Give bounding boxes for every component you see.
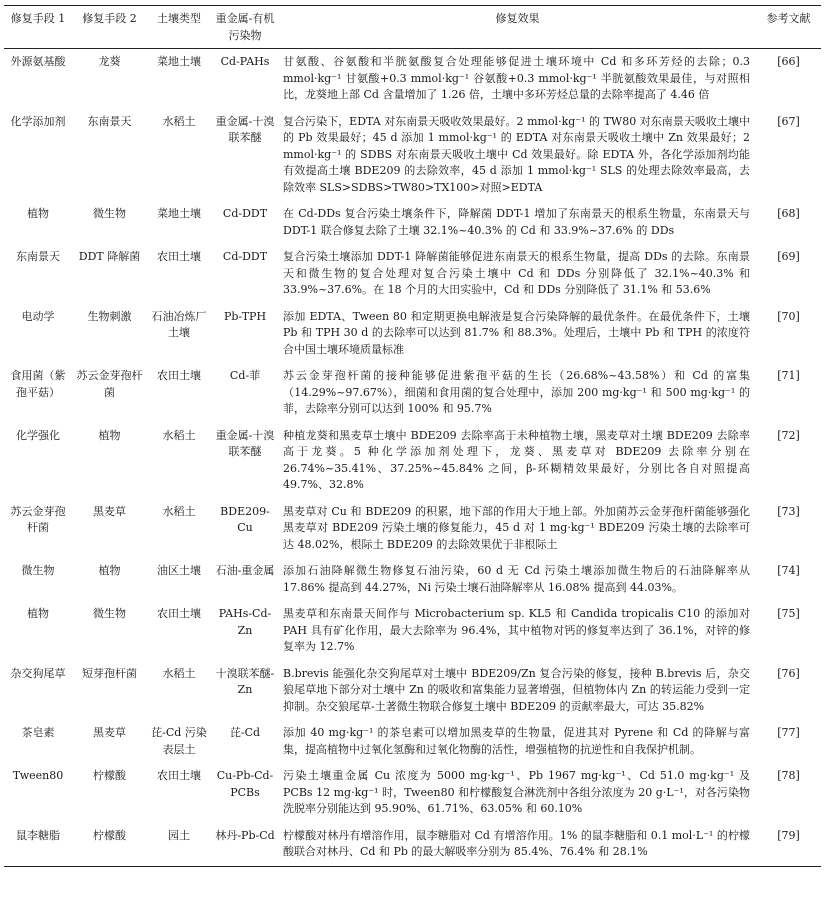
table-row [4, 423, 821, 499]
cell-method-2: 植物 [98, 428, 121, 442]
cell-soil-type: 农田土壤 [157, 250, 201, 263]
cell-method-2: 苏云金芽孢杆菌 [76, 369, 143, 399]
header-soil-type: 土壤类型 [147, 6, 211, 49]
table-row [4, 720, 821, 763]
cell-reference: [70] [777, 309, 800, 323]
table-row [4, 49, 821, 109]
cell-effect: 黑麦草对 Cu 和 BDE209 的积累，地下部的作用大于地上部。外加菌苏云金芽孢杆菌能够强化黑麦草对 BDE209 污染土壤的修复能力，45 d 对 1 mg·kg⁻¹ BDE209 污染土壤的去除率可达 48.02%，根际土 BDE209 的去除效果优于非根际土 [283, 504, 750, 551]
cell-method-1: 微生物 [21, 564, 55, 577]
cell-effect: 柠檬酸对林丹有增溶作用，鼠李糖脂对 Cd 有增溶作用。1% 的鼠李糖脂和 0.1 mol·L⁻¹ 的柠檬酸联合对林丹、Cd 和 Pb 的最大解吸率分别为 85.4%、76.4% 和 28.1% [279, 823, 756, 867]
cell-effect: 苏云金芽孢杆菌的接种能够促进紫孢平菇的生长（26.68%~43.58%）和 Cd 的富集（14.29%~97.67%），细菌和食用菌的复合处理中，添加 200 mg·kg⁻¹ 和 500 mg·kg⁻¹ 的菲，去除率分别可以达到 100% 和 95.7% [283, 369, 750, 415]
cell-reference: [71] [777, 369, 800, 382]
cell-method-2: 龙葵 [98, 55, 121, 68]
cell-method-2: 生物刺激 [87, 309, 132, 323]
table-row [4, 201, 821, 244]
cell-soil-type: 水稻土 [162, 504, 196, 518]
cell-method-2: 柠檬酸 [72, 823, 147, 867]
cell-pollutant: Cd-PAHs [220, 55, 270, 68]
cell-reference: [77] [777, 726, 800, 739]
cell-method-1: 电动学 [21, 309, 55, 323]
cell-reference: [75] [777, 607, 800, 620]
cell-method-1: 鼠李糖脂 [4, 823, 72, 867]
cell-method-1: 食用菌（紫孢平菇） [10, 369, 66, 399]
cell-reference: [76] [777, 666, 800, 680]
cell-effect: 添加 EDTA、Tween 80 和定期更换电解液是复合污染降解的最优条件。在最优条件下，土壤 Pb 和 TPH 30 d 的去除率可以达到 81.7% 和 88.3%。处理后，土壤中 Pb 和 TPH 的浓度符合中国土壤环境质量标准 [283, 309, 750, 356]
table-row [4, 823, 821, 867]
cell-soil-type: 农田土壤 [157, 369, 201, 382]
cell-method-2: 东南景天 [87, 114, 132, 128]
cell-pollutant: BDE209-Cu [220, 504, 270, 534]
cell-method-1: 化学添加剂 [10, 114, 66, 128]
cell-effect: 甘氨酸、谷氨酸和半胱氨酸复合处理能够促进土壤环境中 Cd 和多环芳烃的去除；0.3 mmol·kg⁻¹ 甘氨酸+0.3 mmol·kg⁻¹ 谷氨酸+0.3 mmol·kg⁻¹ 半胱氨酸效果最佳，与对照相比，龙葵地上部 Cd 含量增加了 1.26 倍，土壤中多环芳烃总量的去除率提高了 4.46 倍 [283, 55, 750, 101]
cell-method-1: 化学强化 [16, 428, 60, 442]
cell-method-2: 黑麦草 [93, 504, 126, 518]
cell-effect: 添加石油降解微生物修复石油污染，60 d 无 Cd 污染土壤添加微生物后的石油降解率从 17.86% 提高到 44.27%，Ni 污染土壤石油降解率从 16.08% 提高到 44.03%。 [283, 564, 750, 594]
table-row [4, 763, 821, 823]
cell-reference: [73] [777, 504, 800, 518]
header-reference: 参考文献 [756, 6, 821, 49]
table-row [4, 558, 821, 601]
cell-method-2: 短芽孢杆菌 [82, 666, 137, 680]
table-header-row [4, 6, 821, 49]
cell-method-2: 植物 [98, 564, 121, 577]
cell-pollutant: Pb-TPH [223, 309, 267, 323]
cell-effect: 添加 40 mg·kg⁻¹ 的茶皂素可以增加黑麦草的生物量，促进其对 Pyrene 和 Cd 的降解与富集，提高植物中过氧化氢酶和过氧化物酶的活性，增强植物的抗逆性和自我保护机制。 [283, 726, 750, 756]
cell-soil-type: 石油冶炼厂土壤 [151, 309, 207, 339]
cell-reference: [78] [777, 769, 800, 782]
table-row [4, 499, 821, 559]
cell-pollutant: Cd-DDT [222, 250, 268, 263]
cell-method-2: 微生物 [93, 207, 126, 220]
cell-soil-type: 园土 [147, 823, 211, 867]
cell-reference: [68] [777, 207, 800, 220]
cell-pollutant: 石油-重金属 [215, 564, 275, 577]
cell-method-1: 植物 [27, 607, 49, 620]
cell-reference: [66] [777, 55, 800, 68]
table-row [4, 363, 821, 423]
cell-reference: [67] [777, 114, 800, 128]
cell-reference: [74] [777, 564, 800, 577]
header-pollutant: 重金属-有机污染物 [211, 6, 279, 49]
cell-reference: [69] [777, 250, 800, 263]
cell-effect: 污染土壤重金属 Cu 浓度为 5000 mg·kg⁻¹、Pb 1967 mg·kg⁻¹、Cd 51.0 mg·kg⁻¹ 及 PCBs 12 mg·kg⁻¹ 时，Tween80 和柠檬酸复合淋洗剂中各组分浓度为 20 g·L⁻¹，对各污染物洗脱率分别能达到 95.90%、61.71%、63.05% 和 60.10% [283, 769, 750, 815]
cell-effect: 种植龙葵和黑麦草土壤中 BDE209 去除率高于未种植物土壤，黑麦草对土壤 BDE209 去除率高于龙葵。5 种化学添加剂处理下，龙葵、黑麦草对 BDE209 去除率分别在 26.74%~35.41%、37.25%~45.84% 之间，β-环糊精效果最好，分别比各自对照提高 49.7%、32.8% [283, 428, 750, 491]
cell-method-1: 植物 [27, 207, 49, 220]
cell-method-2: 微生物 [93, 607, 126, 620]
remediation-table [4, 5, 821, 867]
cell-pollutant: PAHs-Cd-Zn [218, 607, 272, 637]
cell-method-2: 黑麦草 [93, 726, 126, 739]
table-row [4, 109, 821, 202]
cell-reference: [79] [756, 823, 821, 867]
table-row [4, 244, 821, 304]
table-row [4, 661, 821, 721]
cell-effect: 黑麦草和东南景天间作与 Microbacterium sp. KL5 和 Candida tropicalis C10 的添加对 PAH 具有矿化作用，最大去除率为 96.4%，其中植物对钙的修复率达到了 36.1%，对锌的修复率为 12.7% [283, 607, 750, 653]
cell-soil-type: 农田土壤 [157, 607, 201, 620]
cell-effect: 复合污染土壤添加 DDT-1 降解菌能够促进东南景天的根系生物量，提高 DDs 的去除。东南景天和微生物的复合处理对复合污染土壤中 Cd 和 DDs 分别降低了 32.1%~40.3% 和 33.9%~37.6%。在 18 个月的大田实验中，Cd 和 DDs 分别降低了 31.1% 和 53.6% [283, 250, 750, 296]
cell-pollutant: Cu-Pb-Cd-PCBs [216, 769, 274, 799]
cell-method-1: 苏云金芽孢杆菌 [10, 504, 66, 534]
cell-effect: 在 Cd-DDs 复合污染土壤条件下，降解菌 DDT-1 增加了东南景天的根系生物量，东南景天与 DDT-1 联合修复去除了土壤 32.1%~40.3% 的 Cd 和 33.9%~37.6% 的 DDs [283, 207, 750, 237]
cell-pollutant: 重金属-十溴联苯醚 [215, 428, 275, 458]
cell-soil-type: 芘-Cd 污染表层土 [151, 726, 207, 756]
cell-pollutant: 重金属-十溴联苯醚 [215, 114, 275, 144]
cell-method-2: 柠檬酸 [93, 769, 126, 782]
header-method-1: 修复手段 1 [4, 6, 72, 49]
cell-effect: B.brevis 能强化杂交狗尾草对土壤中 BDE209/Zn 复合污染的修复，接种 B.brevis 后，杂交狼尾草地下部分对土壤中 Zn 的吸收和富集能力显著增强，但植物体内 Zn 的转运能力受到一定抑制。杂交狼尾草-土著微生物联合修复土壤中 BDE209 的贡献率最大，可达 35.82% [283, 666, 750, 713]
cell-method-1: Tween80 [12, 769, 64, 782]
cell-method-1: 杂交狗尾草 [10, 666, 66, 680]
cell-soil-type: 农田土壤 [157, 769, 201, 782]
table-row [4, 601, 821, 661]
cell-pollutant: 十溴联苯醚-Zn [215, 666, 275, 696]
cell-reference: [72] [777, 428, 800, 442]
cell-pollutant: Cd-DDT [222, 207, 268, 220]
header-method-2: 修复手段 2 [72, 6, 147, 49]
cell-pollutant: 林丹-Pb-Cd [211, 823, 279, 867]
cell-method-1: 外源氨基酸 [10, 55, 66, 68]
cell-method-1: 茶皂素 [21, 726, 55, 739]
cell-soil-type: 菜地土壤 [157, 55, 201, 68]
cell-pollutant: Cd-菲 [229, 369, 261, 382]
cell-soil-type: 水稻土 [162, 114, 196, 128]
cell-soil-type: 油区土壤 [157, 564, 201, 577]
cell-method-2: DDT 降解菌 [78, 250, 141, 263]
cell-soil-type: 水稻土 [162, 428, 196, 442]
cell-effect: 复合污染下，EDTA 对东南景天吸收效果最好。2 mmol·kg⁻¹ 的 TW80 对东南景天吸收土壤中的 Pb 效果最好；45 d 添加 1 mmol·kg⁻¹ 的 EDTA 对东南景天吸收土壤中 Zn 效果最好；2 mmol·kg⁻¹ 的 SDBS 对东南景天吸收土壤中 Cd 效果最好。除 EDTA 外，各化学添加剂均能有效提高土壤 BDE209 的去除效率，45 d 添加 1 mmol·kg⁻¹ SLS 的处理去除效率最高，去除效率 SLS>SDBS>TW80>TX100>对照>EDTA [283, 114, 750, 194]
cell-pollutant: 芘-Cd [229, 726, 261, 739]
cell-method-1: 东南景天 [16, 250, 60, 263]
table-row [4, 304, 821, 364]
cell-soil-type: 水稻土 [162, 666, 196, 680]
cell-soil-type: 菜地土壤 [157, 207, 201, 220]
header-effect: 修复效果 [279, 6, 756, 49]
